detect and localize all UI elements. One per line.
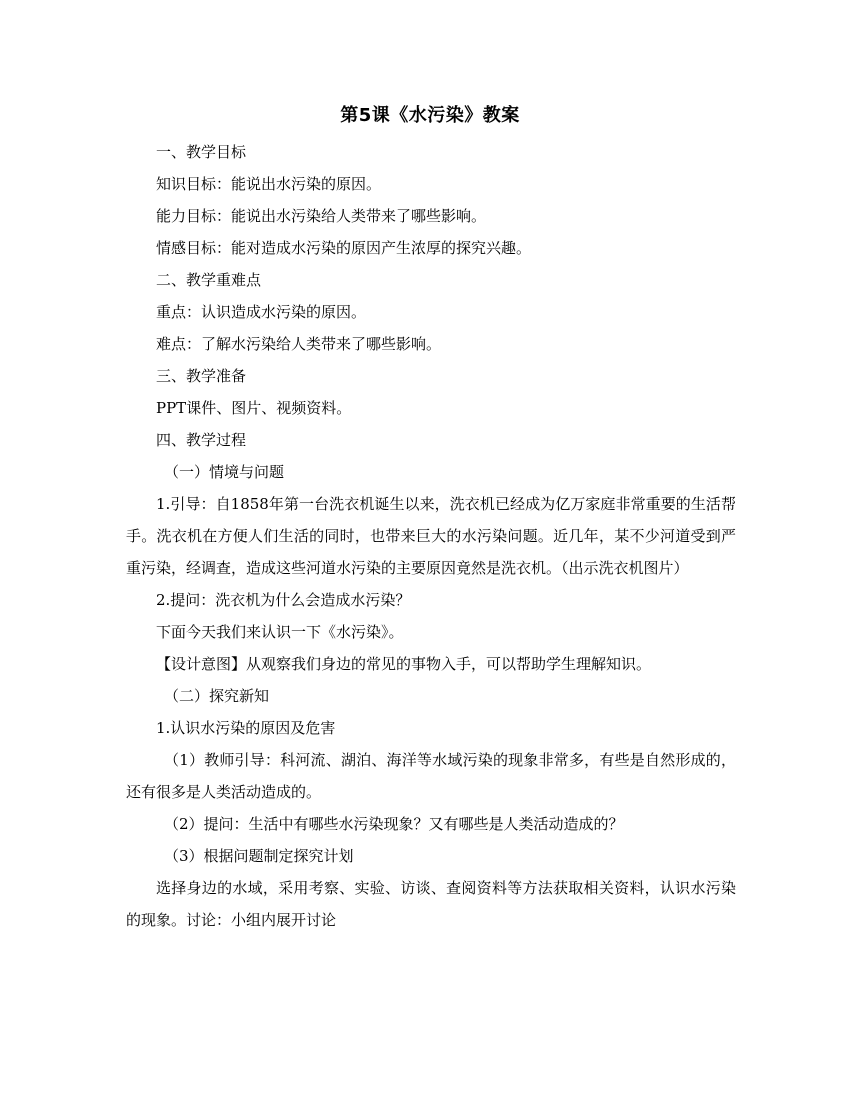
paragraph-materials: PPT课件、图片、视频资料。 — [156, 399, 352, 417]
subsection-heading-explore: （二）探究新知 — [164, 687, 270, 705]
paragraph-ask-question: （2）提问：生活中有哪些水污染现象？又有哪些是人类活动造成的？ — [164, 815, 624, 833]
paragraph-causes-heading: 1.认识水污染的原因及危害 — [156, 719, 336, 737]
section-heading-key-points: 二、教学重难点 — [156, 271, 262, 289]
paragraph-knowledge-goal: 知识目标：能说出水污染的原因。 — [156, 175, 382, 193]
paragraph-today-topic: 下面今天我们来认识一下《水污染》。 — [156, 623, 404, 641]
paragraph-question: 2.提问：洗衣机为什么会造成水污染？ — [156, 591, 411, 609]
document-title: 第5课《水污染》教案 — [340, 105, 520, 126]
section-heading-process: 四、教学过程 — [156, 431, 247, 449]
subsection-heading-situation: （一）情境与问题 — [164, 463, 285, 481]
section-heading-preparation: 三、教学准备 — [156, 367, 247, 385]
paragraph-design-intent: 【设计意图】从观察我们身边的常见的事物入手，可以帮助学生理解知识。 — [156, 655, 652, 673]
paragraph-plan: （3）根据问题制定探究计划 — [164, 847, 354, 865]
document-body — [126, 136, 736, 936]
paragraph-discussion: 选择身边的水域，采用考察、实验、访谈、查阅资料等方法获取相关资料，认识水污染的现象。讨论：小组内展开讨论 — [126, 879, 736, 929]
paragraph-difficult-point: 难点：了解水污染给人类带来了哪些影响。 — [156, 335, 442, 353]
paragraph-teacher-guide: （1）教师引导：科河流、湖泊、海洋等水域污染的现象非常多，有些是自然形成的，还有很多是人类活动造成的。 — [126, 751, 736, 801]
paragraph-key-point: 重点：认识造成水污染的原因。 — [156, 303, 367, 321]
section-heading-objectives: 一、教学目标 — [156, 143, 247, 161]
paragraph-ability-goal: 能力目标：能说出水污染给人类带来了哪些影响。 — [156, 207, 487, 225]
paragraph-emotion-goal: 情感目标：能对造成水污染的原因产生浓厚的探究兴趣。 — [156, 239, 532, 257]
paragraph-introduction: 1.引导：自1858年第一台洗衣机诞生以来，洗衣机已经成为亿万家庭非常重要的生活帮手。洗衣机在方便人们生活的同时，也带来巨大的水污染问题。近几年，某不少河道受到严重污染，经调查，造成这些河道水污染的主要原因竟然是洗衣机。（出示洗衣机图片） — [126, 495, 736, 577]
